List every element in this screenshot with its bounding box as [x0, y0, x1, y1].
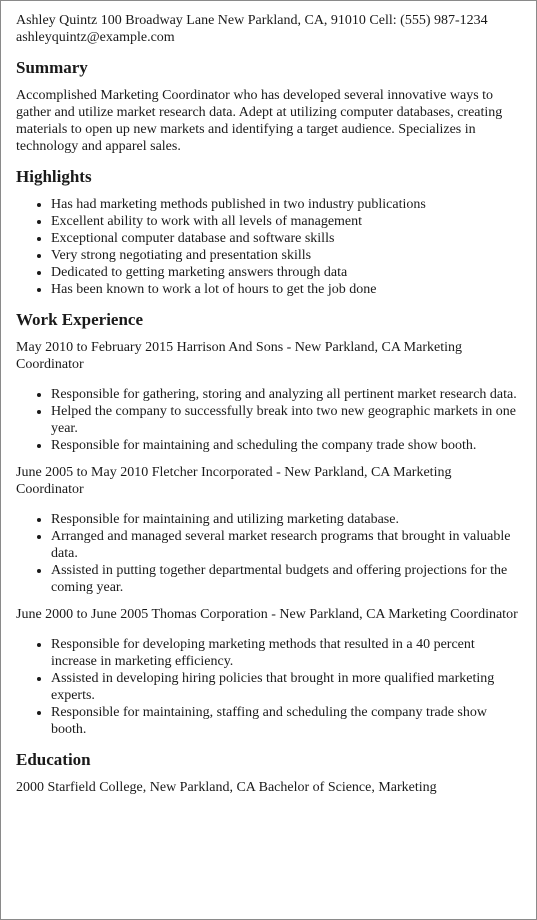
- highlight-item: • Has had marketing methods published in two industry publications: [51, 196, 521, 213]
- job-header: June 2000 to June 2005 Thomas Corporation - New Parkland, CA Marketing Coordinator: [16, 607, 518, 622]
- education-heading: Education: [16, 750, 91, 769]
- job-duty-item: • Helped the company to successfully break into two new geographic markets in one year.: [51, 403, 521, 437]
- job-duties-list: [16, 386, 521, 454]
- contact-block: [16, 12, 521, 46]
- highlight-item: • Dedicated to getting marketing answers through data: [51, 264, 521, 281]
- highlight-item: • Has been known to work a lot of hours to get the job done: [51, 281, 521, 298]
- highlights-heading: Highlights: [16, 167, 92, 186]
- education-text: 2000 Starfield College, New Parkland, CA Bachelor of Science, Marketing: [16, 780, 437, 795]
- job-duty-item: • Assisted in putting together departmental budgets and offering projections for the coming year.: [51, 562, 521, 596]
- job-duties-list: [16, 636, 521, 738]
- job-header: June 2005 to May 2010 Fletcher Incorporated - New Parkland, CA Marketing Coordinator: [16, 465, 452, 497]
- job-duties-list: [16, 511, 521, 596]
- job-entry: [16, 606, 521, 738]
- highlight-item: • Very strong negotiating and presentation skills: [51, 247, 521, 264]
- experience-section: [16, 310, 521, 738]
- job-duty-item: • Arranged and managed several market research programs that brought in valuable data.: [51, 528, 521, 562]
- job-duty-item: • Responsible for gathering, storing and analyzing all pertinent market research data.: [51, 386, 521, 403]
- summary-section: [16, 58, 521, 155]
- job-entry: [16, 464, 521, 596]
- highlight-item: • Exceptional computer database and software skills: [51, 230, 521, 247]
- job-duty-item: • Assisted in developing hiring policies that brought in more qualified marketing experts.: [51, 670, 521, 704]
- highlight-item: • Excellent ability to work with all levels of management: [51, 213, 521, 230]
- summary-heading: Summary: [16, 58, 88, 77]
- job-entry: [16, 339, 521, 454]
- job-duty-item: • Responsible for developing marketing methods that resulted in a 40 percent increase in marketing efficiency.: [51, 636, 521, 670]
- contact-line-email: ashleyquintz@example.com: [16, 30, 175, 45]
- job-header: May 2010 to February 2015 Harrison And Sons - New Parkland, CA Marketing Coordinator: [16, 340, 463, 372]
- highlights-section: [16, 167, 521, 298]
- job-duty-item: • Responsible for maintaining and scheduling the company trade show booth.: [51, 437, 521, 454]
- education-section: [16, 750, 521, 796]
- summary-text: Accomplished Marketing Coordinator who has developed several innovative ways to gather and utilize market research data. Adept at utilizing computer databases, creating materials to open up new markets and identifying a target audience. Specializes in technology and apparel sales.: [16, 88, 503, 154]
- job-duty-item: • Responsible for maintaining and utilizing marketing database.: [51, 511, 521, 528]
- experience-heading: Work Experience: [16, 310, 144, 329]
- highlights-list: [16, 196, 521, 298]
- job-duty-item: • Responsible for maintaining, staffing and scheduling the company trade show booth.: [51, 704, 521, 738]
- contact-line-name-address: Ashley Quintz 100 Broadway Lane New Parkland, CA, 91010 Cell: (555) 987-1234: [16, 13, 488, 28]
